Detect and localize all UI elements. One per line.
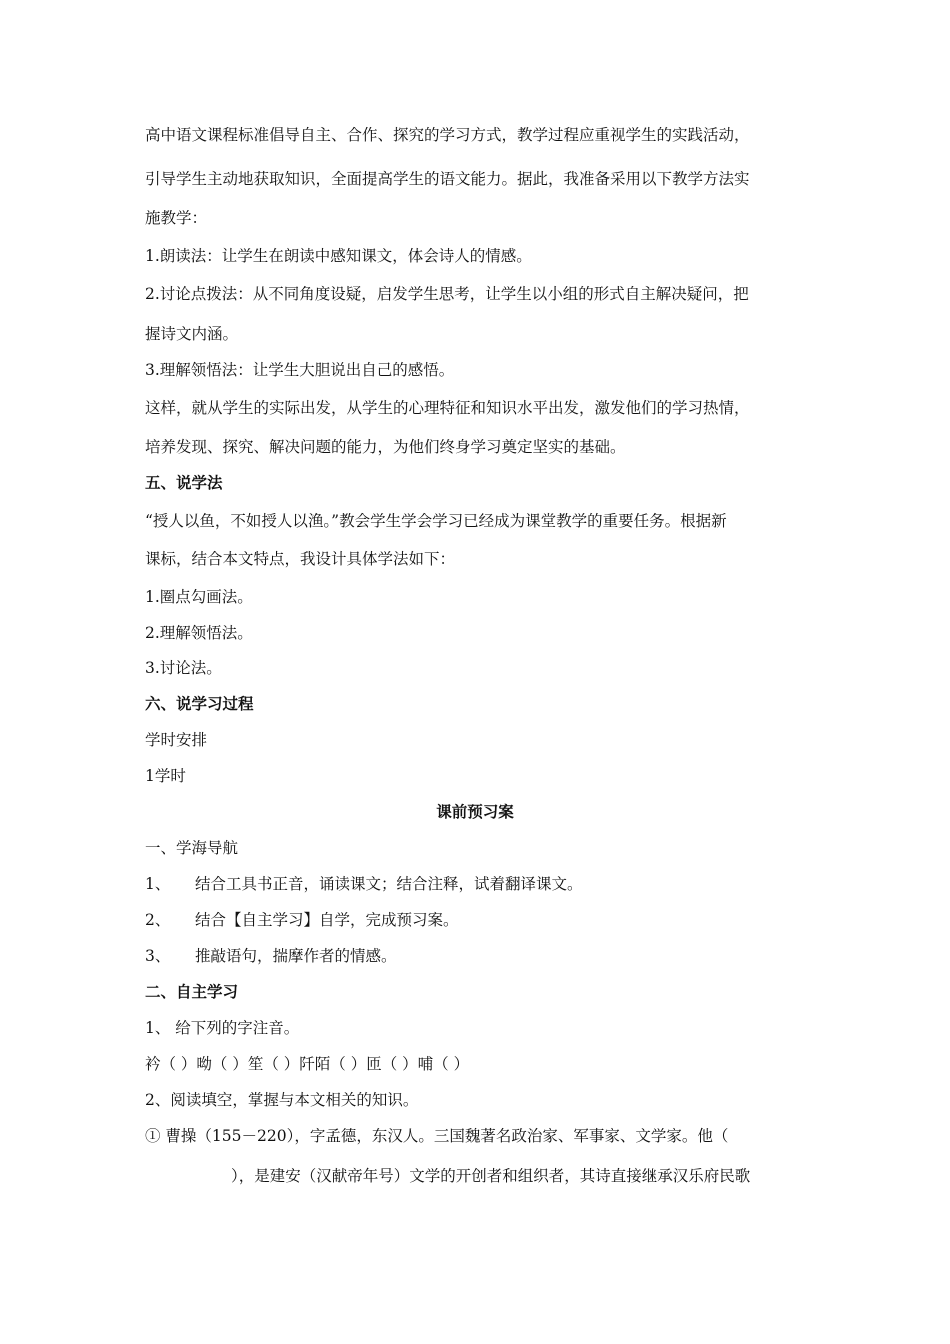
preview-title: 课前预习案 <box>436 803 514 821</box>
list-item: 3.讨论法。 <box>145 659 222 677</box>
question: 1、 给下列的字注音。 <box>145 1019 300 1037</box>
paragraph-line: 高中语文课程标准倡导自主、合作、探究的学习方式，教学过程应重视学生的实践活动， <box>145 126 750 144</box>
item-number: 3、 <box>145 947 171 965</box>
method-item: 1.朗读法：让学生在朗读中感知课文，体会诗人的情感。 <box>145 247 532 265</box>
sub-heading: 一、学海导航 <box>145 839 239 857</box>
paragraph-line: 引导学生主动地获取知识，全面提高学生的语文能力。据此，我准备采用以下教学方法实 <box>145 170 750 188</box>
paragraph-line: 这样，就从学生的实际出发，从学生的心理特征和知识水平出发，激发他们的学习热情， <box>145 399 750 417</box>
paragraph-line: ① 曹操（155－220），字孟德，东汉人。三国魏著名政治家、军事家、文学家。他（ <box>145 1127 729 1145</box>
paragraph-line: ），是建安（汉献帝年号）文学的开创者和组织者，其诗直接继承汉乐府民歌 <box>231 1167 751 1185</box>
list-item: 1.圈点勾画法。 <box>145 588 253 606</box>
paragraph-line: 施教学： <box>145 209 208 227</box>
list-item <box>145 873 583 895</box>
paragraph-line: 学时安排 <box>145 731 208 749</box>
paragraph-line: 培养发现、探究、解决问题的能力，为他们终身学习奠定坚实的基础。 <box>145 438 626 456</box>
question-chars: 衿（ ）呦（ ）笙（ ）阡陌（ ）匝（ ）哺（ ） <box>145 1055 470 1073</box>
paragraph-line: 1学时 <box>145 767 186 785</box>
method-item: 2.讨论点拨法：从不同角度设疑，启发学生思考，让学生以小组的形式自主解决疑问，把 <box>145 285 749 303</box>
paragraph-line: “授人以鱼，不如授人以渔。”教会学生学会学习已经成为课堂教学的重要任务。根据新 <box>145 512 727 530</box>
section-heading: 二、自主学习 <box>145 983 239 1001</box>
method-item: 握诗文内涵。 <box>145 325 239 343</box>
list-item <box>145 945 397 967</box>
item-text: 推敲语句，揣摩作者的情感。 <box>195 947 397 965</box>
section-heading: 五、说学法 <box>145 474 223 492</box>
item-number: 2、 <box>145 911 171 929</box>
paragraph-line: 课标，结合本文特点，我设计具体学法如下： <box>145 550 456 568</box>
item-number: 1、 <box>145 875 171 893</box>
item-text: 结合工具书正音，诵读课文；结合注释，试着翻译课文。 <box>195 875 583 893</box>
method-item: 3.理解领悟法：让学生大胆说出自己的感悟。 <box>145 361 455 379</box>
item-text: 结合【自主学习】自学，完成预习案。 <box>195 911 459 929</box>
section-heading: 六、说学习过程 <box>145 695 254 713</box>
question: 2、阅读填空，掌握与本文相关的知识。 <box>145 1091 419 1109</box>
list-item <box>145 909 459 931</box>
list-item: 2.理解领悟法。 <box>145 624 253 642</box>
